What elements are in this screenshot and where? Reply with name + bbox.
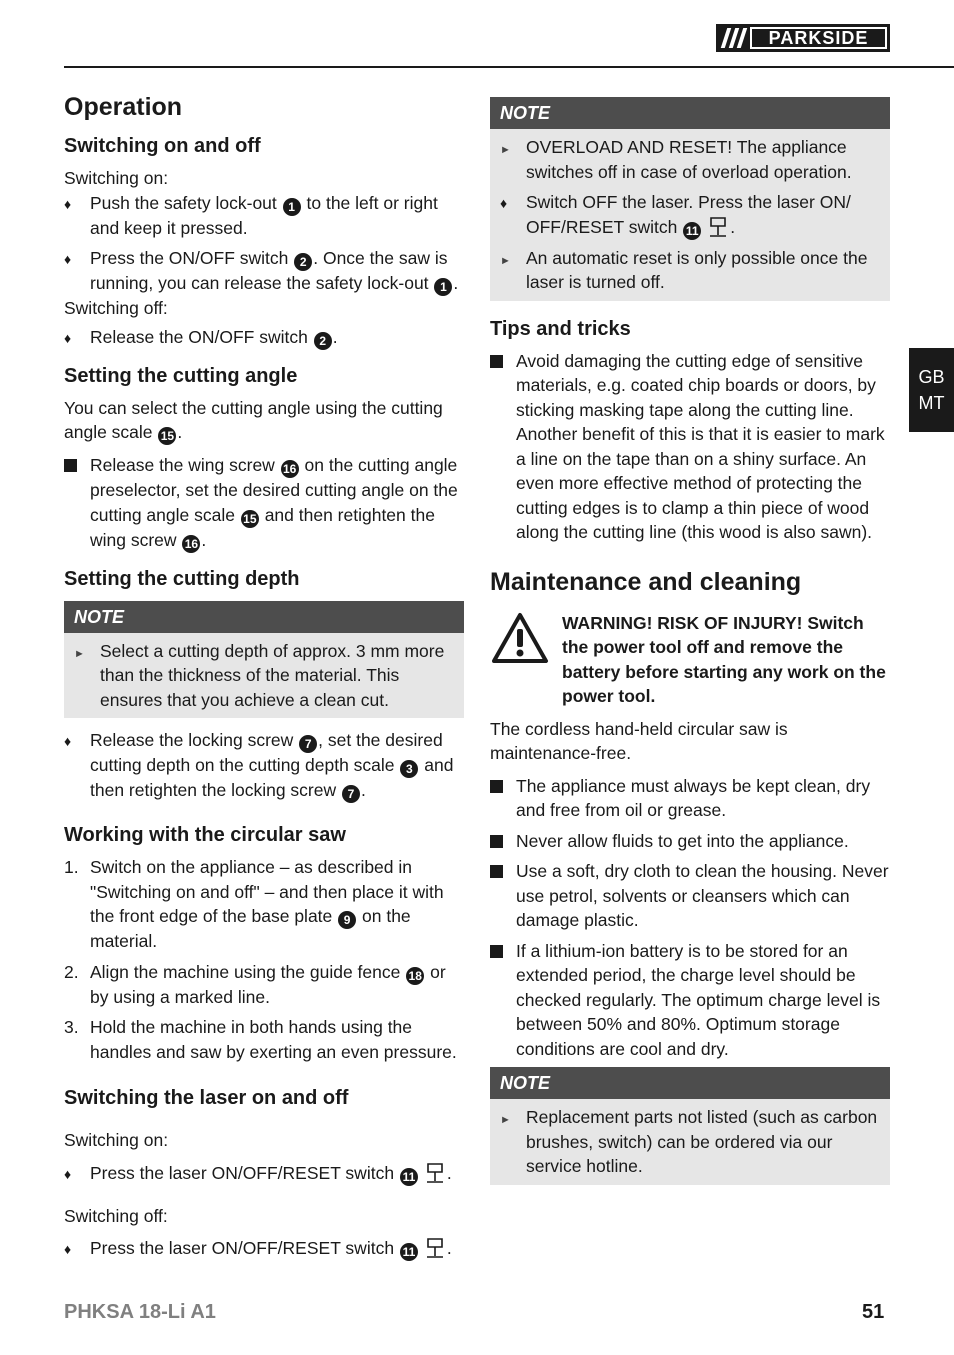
ref-number: 2	[294, 253, 312, 271]
right-column	[490, 97, 890, 1195]
note-box	[490, 1067, 890, 1185]
header-rule	[64, 66, 954, 68]
square-bullet-icon	[490, 859, 510, 885]
arrow-bullet-icon	[490, 1105, 510, 1133]
list-item: ♦ Release the ON/OFF switch 2 .	[64, 325, 464, 350]
square-bullet-icon	[490, 774, 510, 800]
ref-number: 18	[406, 967, 424, 985]
ref-number: 11	[400, 1168, 418, 1186]
warning-triangle-icon	[490, 611, 550, 665]
list-number: 1.	[64, 857, 79, 877]
note-item: ► Select a cutting depth of approx. 3 mm more than the thickness of the material. This ensures that you achieve a clean cut.	[64, 639, 464, 713]
list-item: Never allow fluids to get into the appliance.	[490, 829, 890, 854]
list-item: Use a soft, dry cloth to clean the housing. Never use petrol, solvents or cleansers which can damage plastic.	[490, 859, 890, 933]
laser-icon	[706, 215, 730, 239]
list-item: 2. Align the machine using the guide fence 18 or by using a marked line.	[64, 961, 446, 1007]
switching-on-label: Switching on:	[64, 168, 169, 188]
circular-saw-heading: Working with the circular saw	[64, 824, 346, 846]
list-item: 3. Hold the machine in both hands using the handles and saw by exerting an even pressure.	[64, 1017, 457, 1062]
ref-number: 11	[400, 1243, 418, 1261]
maintenance-intro: The cordless hand-held circular saw is maintenance-free.	[490, 718, 788, 763]
diamond-bullet-icon	[490, 190, 510, 216]
list-item: 1. Switch on the appliance – as described in "Switching on and off" – and then place it with the front edge of the base plate 9 on the material.	[64, 857, 444, 951]
note-item: ► Replacement parts not listed (such as carbon brushes, switch) can be ordered via our service hotline.	[490, 1105, 890, 1179]
note-item: ► OVERLOAD AND RESET! The appliance switches off in case of overload operation.	[490, 135, 890, 184]
list-item: The appliance must always be kept clean, dry and free from oil or grease.	[490, 774, 890, 823]
ref-number: 3	[400, 760, 418, 778]
warning-text: WARNING! RISK OF INJURY! Switch the power tool off and remove the battery before starting any work on the power tool.	[562, 612, 886, 706]
list-item: ♦ Release the locking screw 7 , set the desired cutting depth on the cutting depth scale 3 and then retighten the locking screw 7 .	[64, 728, 464, 803]
note-item: ► An automatic reset is only possible once the laser is turned off.	[490, 246, 890, 295]
diamond-bullet-icon	[64, 191, 84, 217]
parkside-logo	[716, 24, 890, 52]
list-item: If a lithium-ion battery is to be stored for an extended period, the charge level should be checked regularly. The optimum charge level is between 50% and 80%. Optimum storage conditions are cool and dry.	[490, 939, 890, 1062]
cutting-depth-heading: Setting the cutting depth	[64, 567, 300, 590]
ref-number: 15	[241, 510, 259, 528]
language-tab	[909, 348, 954, 432]
square-bullet-icon	[490, 939, 510, 965]
ref-number: 7	[299, 735, 317, 753]
laser-off-label: Switching off:	[64, 1205, 168, 1226]
lang-gb: GB	[918, 367, 945, 387]
left-column	[64, 92, 464, 1267]
arrow-bullet-icon	[490, 135, 510, 163]
list-item: ♦ Push the safety lock-out 1 to the left or right and keep it pressed.	[64, 191, 464, 241]
ref-number: 15	[158, 427, 176, 445]
note-label: NOTE	[490, 1067, 890, 1099]
lang-mt: MT	[918, 393, 945, 413]
cutting-angle-heading: Setting the cutting angle	[64, 364, 298, 387]
tips-heading: Tips and tricks	[490, 317, 631, 340]
diamond-bullet-icon	[64, 1236, 84, 1262]
laser-icon	[423, 1161, 447, 1185]
ref-number: 7	[342, 785, 360, 803]
list-item: Release the wing screw 16 on the cutting angle preselector, set the desired cutting angle on the cutting angle scale 15 and then retighten the wing screw 16 .	[64, 453, 464, 553]
square-bullet-icon	[64, 453, 84, 479]
square-bullet-icon	[490, 349, 510, 375]
ref-number: 9	[338, 911, 356, 929]
ref-number: 16	[182, 535, 200, 553]
maintenance-title: Maintenance and cleaning	[490, 567, 802, 596]
list-item: ♦ Press the ON/OFF switch 2 . Once the saw is running, you can release the safety lock-out 1 .	[64, 246, 464, 296]
ref-number: 2	[314, 332, 332, 350]
note-box	[64, 601, 464, 719]
ref-number: 16	[281, 460, 299, 478]
footer-model: PHKSA 18-Li A1	[64, 1301, 216, 1323]
note-item: ♦ Switch OFF the laser. Press the laser ON/ OFF/RESET switch 11 .	[490, 190, 890, 240]
list-item: ♦ Press the laser ON/OFF/RESET switch 11 .	[64, 1161, 464, 1186]
logo-text: PARKSIDE	[750, 27, 887, 49]
page-number: 51	[862, 1301, 885, 1323]
note-box	[490, 97, 890, 301]
arrow-bullet-icon	[490, 246, 510, 274]
ref-number: 1	[434, 278, 452, 296]
note-label: NOTE	[490, 97, 890, 129]
diamond-bullet-icon	[64, 246, 84, 272]
diamond-bullet-icon	[64, 728, 84, 754]
laser-icon	[423, 1236, 447, 1260]
list-item: Avoid damaging the cutting edge of sensitive materials, e.g. coated chip boards or doors, by sticking masking tape along the cutting line. Another benefit of this is that it is easier to mark a line on the tape than on a shiny surface. An even more effective method of protecting the cutting edges is to clamp a thin piece of wood along the cutting line (this wood is also sawn).	[490, 349, 890, 545]
ref-number: 11	[683, 222, 701, 240]
ref-number: 1	[283, 198, 301, 216]
laser-on-label: Switching on:	[64, 1130, 169, 1150]
operation-title: Operation	[64, 93, 183, 121]
switching-off-label: Switching off:	[64, 298, 168, 318]
switching-heading: Switching on and off	[64, 135, 261, 157]
diamond-bullet-icon	[64, 325, 84, 351]
note-label: NOTE	[64, 601, 464, 633]
list-number: 3.	[64, 1017, 79, 1037]
laser-heading: Switching the laser on and off	[64, 1087, 349, 1109]
arrow-bullet-icon	[64, 639, 84, 667]
list-item: ♦ Press the laser ON/OFF/RESET switch 11 .	[64, 1236, 464, 1261]
list-number: 2.	[64, 961, 79, 982]
diamond-bullet-icon	[64, 1161, 84, 1187]
warning-block	[490, 611, 890, 709]
logo-slashes	[716, 24, 750, 52]
square-bullet-icon	[490, 829, 510, 855]
cutting-angle-intro: You can select the cutting angle using the cutting angle scale 15 .	[64, 397, 443, 443]
